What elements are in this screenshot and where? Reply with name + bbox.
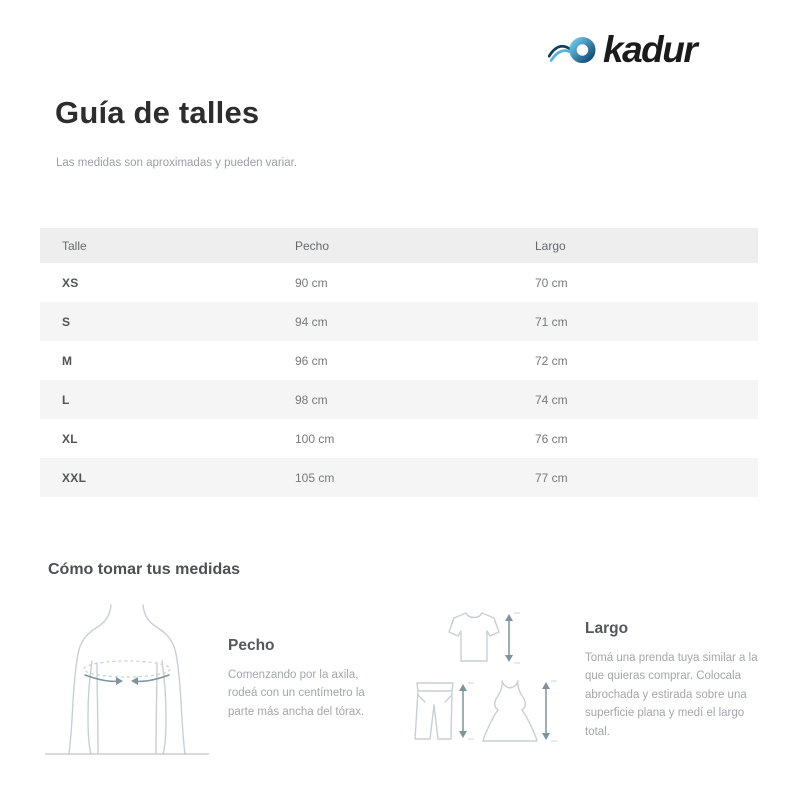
table-row (40, 341, 758, 380)
table-row (40, 419, 758, 458)
largo-value: 71 cm (535, 314, 568, 329)
brand-logo (548, 31, 696, 68)
size-label: L (62, 392, 70, 407)
column-header-pecho: Pecho (295, 228, 535, 263)
wave-infinity-icon (548, 33, 596, 67)
pecho-value: 100 cm (295, 431, 335, 446)
pecho-value: 98 cm (295, 392, 328, 407)
column-header-talle: Talle (40, 228, 295, 263)
size-table (40, 228, 758, 497)
table-row (40, 302, 758, 341)
dress-icon (483, 681, 537, 741)
size-label: XXL (62, 470, 87, 485)
pecho-value: 90 cm (295, 275, 328, 290)
table-row (40, 458, 758, 497)
largo-value: 76 cm (535, 431, 568, 446)
largo-title: Largo (585, 620, 629, 637)
pecho-value: 96 cm (295, 353, 328, 368)
pecho-value: 94 cm (295, 314, 328, 329)
garments-length-icons (413, 599, 558, 751)
size-label: XS (62, 275, 79, 290)
size-table-header-row (40, 228, 758, 263)
largo-value: 77 cm (535, 470, 568, 485)
size-label: S (62, 314, 71, 329)
column-header-largo: Largo (535, 228, 758, 263)
largo-value: 72 cm (535, 353, 568, 368)
table-row (40, 380, 758, 419)
page-title: Guía de talles (55, 95, 260, 130)
size-label: M (62, 353, 73, 368)
pants-icon (415, 683, 453, 739)
measuring-section-title: Cómo tomar tus medidas (48, 561, 241, 578)
largo-value: 74 cm (535, 392, 568, 407)
largo-value: 70 cm (535, 275, 568, 290)
pecho-title: Pecho (228, 637, 275, 654)
largo-description: Tomá una prenda tuya similar a la que quieras comprar. Colocala abrochada y estirada sobre una superficie plana y medí el largo total. (585, 652, 758, 738)
torso-chest-measure-icon (45, 597, 213, 759)
pecho-description: Comenzando por la axila, rodeá con un centímetro la parte más ancha del tórax. (228, 669, 365, 718)
table-row (40, 263, 758, 302)
largo-block (585, 620, 767, 741)
tshirt-icon (449, 613, 499, 661)
size-label: XL (62, 431, 78, 446)
pecho-value: 105 cm (295, 470, 335, 485)
page-subtitle: Las medidas son aproximadas y pueden variar. (56, 157, 298, 169)
pecho-block (228, 637, 384, 721)
brand-name: kadur (603, 29, 697, 70)
